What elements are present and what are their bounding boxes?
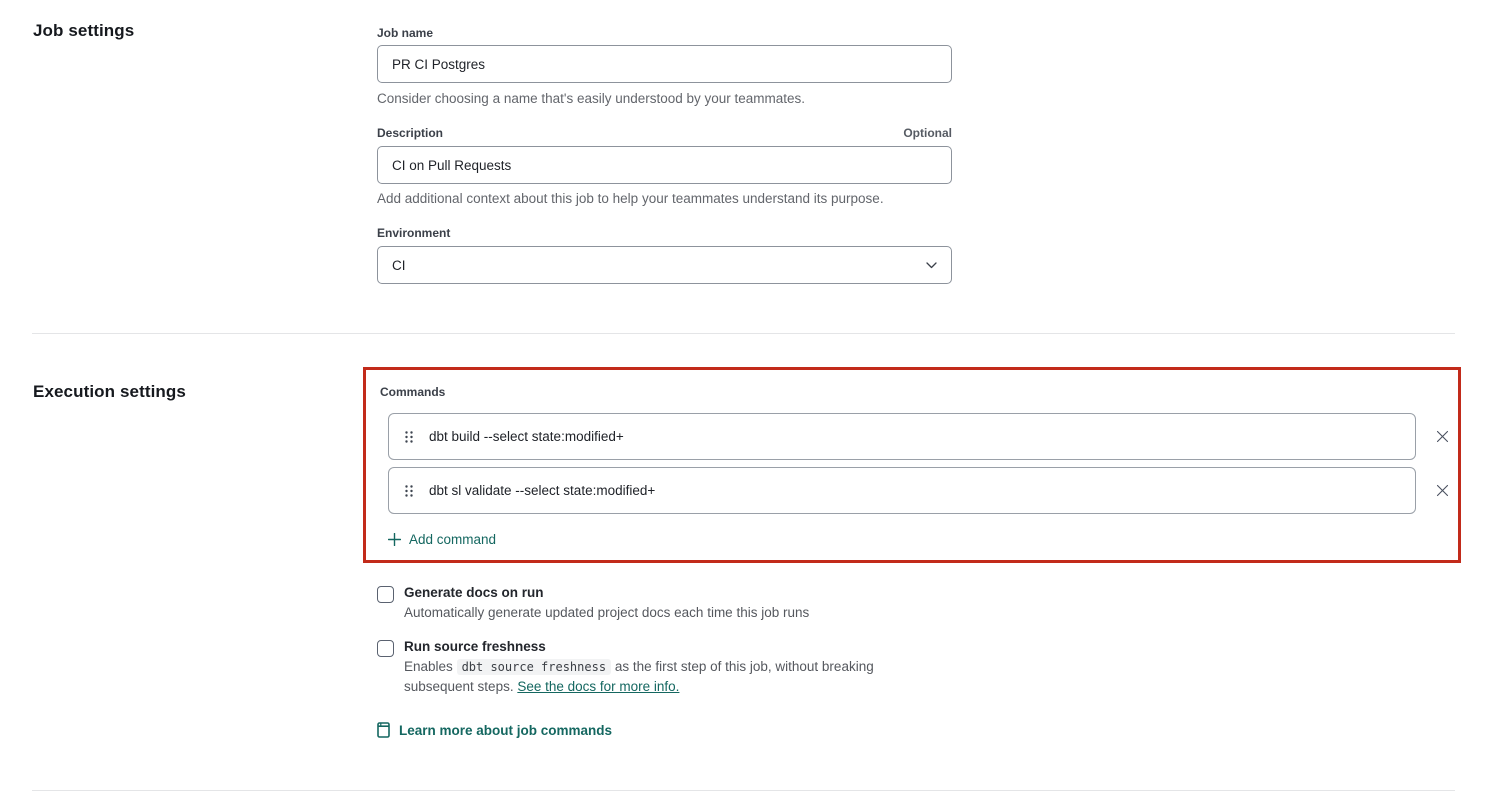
close-icon — [1436, 484, 1449, 497]
freshness-desc-suffix: as the first step of this job, without breaking subsequent steps. — [404, 659, 874, 694]
environment-label: Environment — [377, 226, 451, 240]
drag-handle-icon[interactable] — [405, 431, 413, 443]
learn-more-label: Learn more about job commands — [399, 722, 613, 738]
remove-command-button[interactable] — [1429, 477, 1455, 503]
command-row[interactable] — [388, 467, 1416, 514]
job-name-helper: Consider choosing a name that's easily understood by your teammates. — [377, 91, 806, 106]
add-command-label: Add command — [409, 532, 497, 547]
learn-more-button[interactable] — [377, 722, 612, 738]
run-source-freshness-description — [404, 657, 944, 697]
description-helper: Add additional context about this job to help your teammates understand its purpose. — [377, 191, 884, 206]
generate-docs-checkbox[interactable] — [377, 586, 394, 603]
command-row[interactable] — [388, 413, 1416, 460]
section-divider-top — [32, 333, 1455, 334]
run-source-freshness-label: Run source freshness — [404, 639, 546, 654]
remove-command-button[interactable] — [1429, 423, 1455, 449]
generate-docs-description: Automatically generate updated project docs each time this job runs — [404, 605, 810, 620]
plus-icon — [388, 533, 401, 546]
section-divider-bottom — [32, 790, 1455, 791]
job-settings-heading: Job settings — [33, 21, 135, 40]
generate-docs-row — [377, 585, 809, 623]
commands-highlight-box — [363, 367, 1461, 563]
environment-selected-value: CI — [392, 257, 406, 273]
commands-label: Commands — [380, 385, 446, 399]
book-icon — [377, 722, 390, 738]
run-source-freshness-row — [377, 639, 944, 697]
generate-docs-label: Generate docs on run — [404, 585, 544, 600]
command-text[interactable]: dbt build --select state:modified+ — [429, 429, 624, 444]
description-label: Description — [377, 126, 444, 140]
chevron-down-icon — [926, 262, 937, 269]
drag-handle-icon[interactable] — [405, 485, 413, 497]
environment-select[interactable] — [377, 246, 952, 284]
freshness-code-snippet: dbt source freshness — [457, 659, 612, 675]
execution-settings-heading: Execution settings — [33, 382, 186, 401]
add-command-button[interactable] — [388, 532, 496, 547]
description-input[interactable] — [377, 146, 952, 184]
close-icon — [1436, 430, 1449, 443]
job-name-label: Job name — [377, 26, 434, 40]
description-optional-badge: Optional — [903, 126, 952, 140]
job-name-input[interactable] — [377, 45, 952, 83]
run-source-freshness-checkbox[interactable] — [377, 640, 394, 657]
command-text[interactable]: dbt sl validate --select state:modified+ — [429, 483, 656, 498]
see-docs-link[interactable]: See the docs for more info. — [517, 679, 680, 694]
freshness-desc-prefix: Enables — [404, 659, 453, 674]
